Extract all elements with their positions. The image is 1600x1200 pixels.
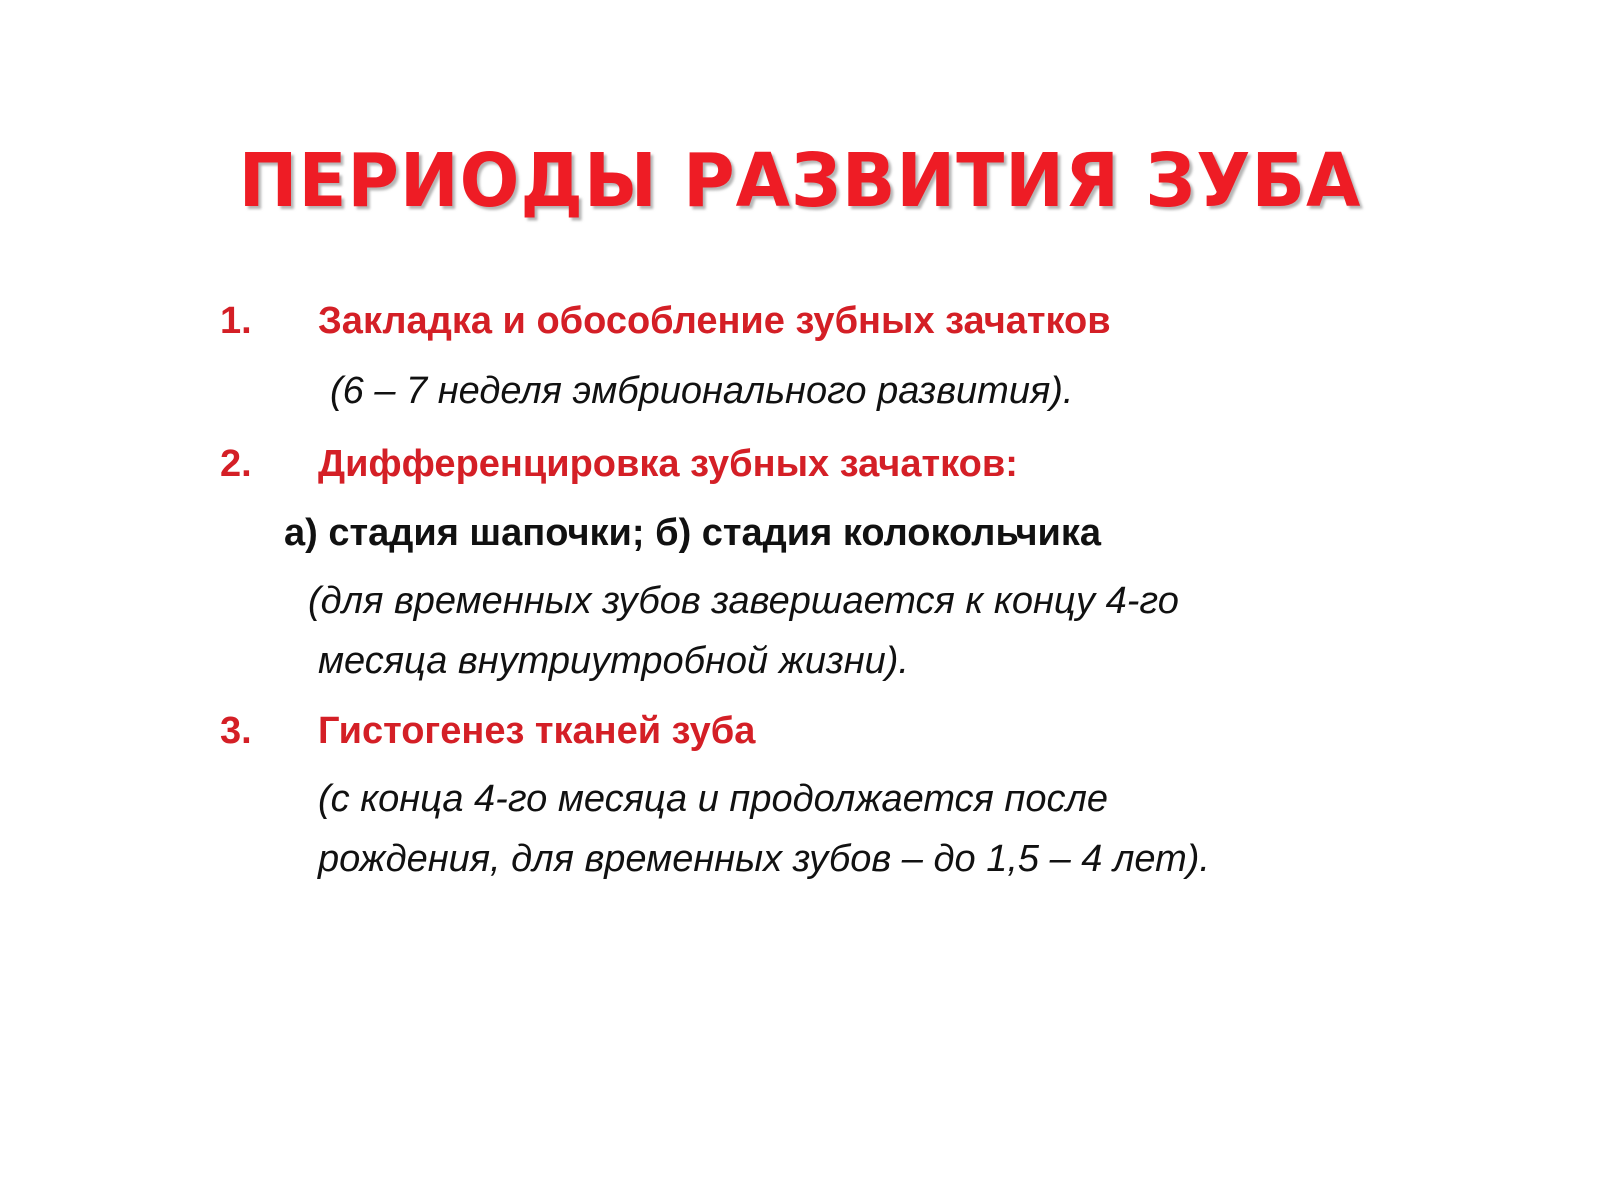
item-3-number: 3.: [220, 710, 252, 752]
item-2-note-line1: (для временных зубов завершается к концу 4-го: [308, 580, 1179, 622]
item-3-note-line1: (с конца 4-го месяца и продолжается после: [318, 778, 1109, 820]
item-1-note: (6 – 7 неделя эмбрионального развития).: [330, 370, 1074, 412]
item-1-heading: Закладка и обособление зубных зачатков: [318, 300, 1111, 342]
slide-title: ПЕРИОДЫ РАЗВИТИЯ ЗУБА: [238, 138, 1362, 224]
item-1-number: 1.: [220, 300, 252, 342]
item-3-note-line2: рождения, для временных зубов – до 1,5 – 4 лет).: [318, 838, 1210, 880]
item-2-number: 2.: [220, 443, 252, 485]
item-3-heading: Гистогенез тканей зуба: [318, 710, 756, 752]
item-2-note-line2: месяца внутриутробной жизни).: [318, 640, 909, 682]
item-2-stages: а) стадия шапочки; б) стадия колокольчика: [284, 512, 1102, 554]
item-2-heading: Дифференцировка зубных зачатков:: [318, 443, 1018, 485]
